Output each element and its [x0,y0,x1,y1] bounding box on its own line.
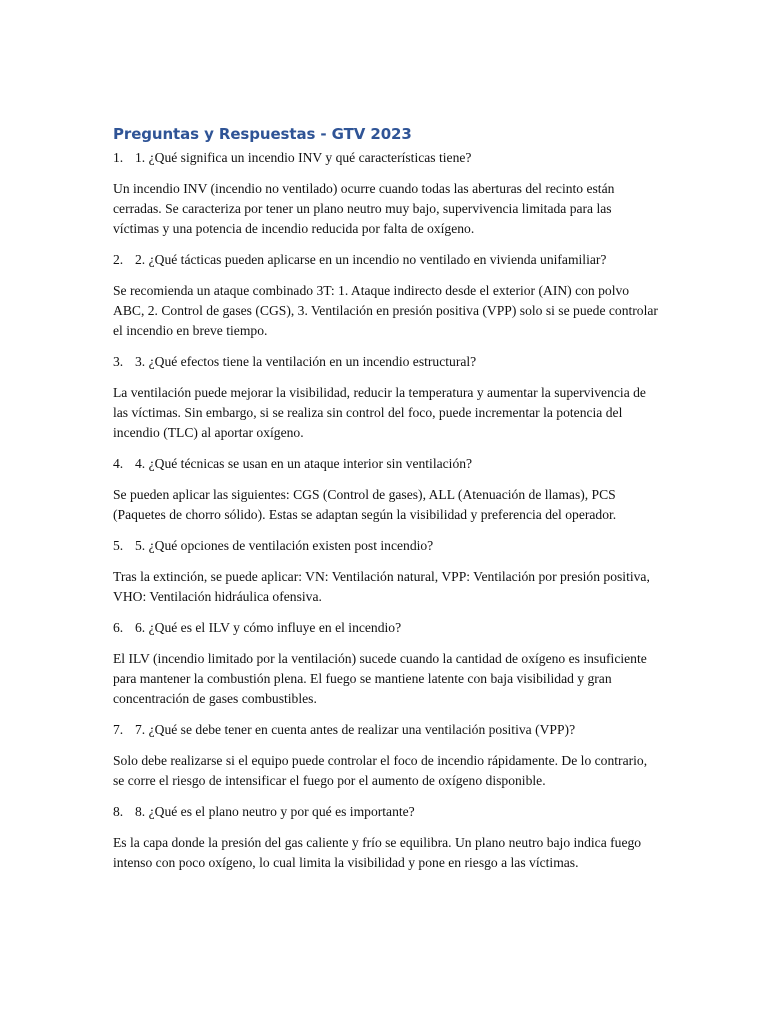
question [113,250,658,270]
answer-text: Es la capa donde la presión del gas caliente y frío se equilibra. Un plano neutro bajo indica fuego intenso con poco oxígeno, lo cual limita la visibilidad y pone en riesgo a las víctimas. [113,835,642,870]
question-text: 2. ¿Qué tácticas pueden aplicarse en un incendio no ventilado en vivienda unifamiliar? [135,252,607,267]
question [113,536,658,556]
qa-item [113,618,658,709]
question-text: 7. ¿Qué se debe tener en cuenta antes de realizar una ventilación positiva (VPP)? [135,722,576,737]
question-number: 7. [113,722,124,737]
question-text: 6. ¿Qué es el ILV y cómo influye en el incendio? [135,620,402,635]
question-number: 3. [113,354,124,369]
document-title: Preguntas y Respuestas - GTV 2023 [113,125,412,143]
question [113,148,658,168]
question-text: 5. ¿Qué opciones de ventilación existen post incendio? [135,538,434,553]
qa-item [113,802,658,873]
question-number: 8. [113,804,124,819]
document-page [113,124,658,884]
question-number: 1. [113,150,124,165]
qa-item [113,250,658,341]
qa-item [113,720,658,791]
answer-text: La ventilación puede mejorar la visibilidad, reducir la temperatura y aumentar la supervivencia de las víctimas. Sin embargo, si se realiza sin control del foco, puede incrementar la potencia del incendio (TLC) al aportar oxígeno. [113,385,646,440]
question-number: 6. [113,620,124,635]
question [113,720,658,740]
qa-item [113,352,658,443]
question-number: 2. [113,252,124,267]
qa-item [113,536,658,607]
question [113,618,658,638]
qa-item [113,454,658,525]
question [113,352,658,372]
question-text: 3. ¿Qué efectos tiene la ventilación en un incendio estructural? [135,354,477,369]
question-text: 8. ¿Qué es el plano neutro y por qué es importante? [135,804,415,819]
qa-list [113,148,658,873]
answer-text: El ILV (incendio limitado por la ventilación) sucede cuando la cantidad de oxígeno es insuficiente para mantener la combustión plena. El fuego se mantiene latente con baja visibilidad y gran concentración de gases combustibles. [113,651,647,706]
question [113,454,658,474]
question-text: 1. ¿Qué significa un incendio INV y qué características tiene? [135,150,472,165]
question-number: 4. [113,456,124,471]
qa-item [113,148,658,239]
answer-text: Se recomienda un ataque combinado 3T: 1. Ataque indirecto desde el exterior (AIN) con polvo ABC, 2. Control de gases (CGS), 3. Ventilación en presión positiva (VPP) solo si se puede controlar el incendio en breve tiempo. [113,283,658,338]
question [113,802,658,822]
answer-text: Tras la extinción, se puede aplicar: VN: Ventilación natural, VPP: Ventilación por presión positiva, VHO: Ventilación hidráulica ofensiva. [113,569,650,604]
answer-text: Solo debe realizarse si el equipo puede controlar el foco de incendio rápidamente. De lo contrario, se corre el riesgo de intensificar el fuego por el aumento de oxígeno disponible. [113,753,648,788]
answer-text: Se pueden aplicar las siguientes: CGS (Control de gases), ALL (Atenuación de llamas), PCS (Paquetes de chorro sólido). Estas se adaptan según la visibilidad y preferencia del operador. [113,487,617,522]
answer-text: Un incendio INV (incendio no ventilado) ocurre cuando todas las aberturas del recinto están cerradas. Se caracteriza por tener un plano neutro muy bajo, supervivencia limitada para las víctimas y una potencia de incendio reducida por falta de oxígeno. [113,181,615,236]
question-text: 4. ¿Qué técnicas se usan en un ataque interior sin ventilación? [135,456,473,471]
question-number: 5. [113,538,124,553]
